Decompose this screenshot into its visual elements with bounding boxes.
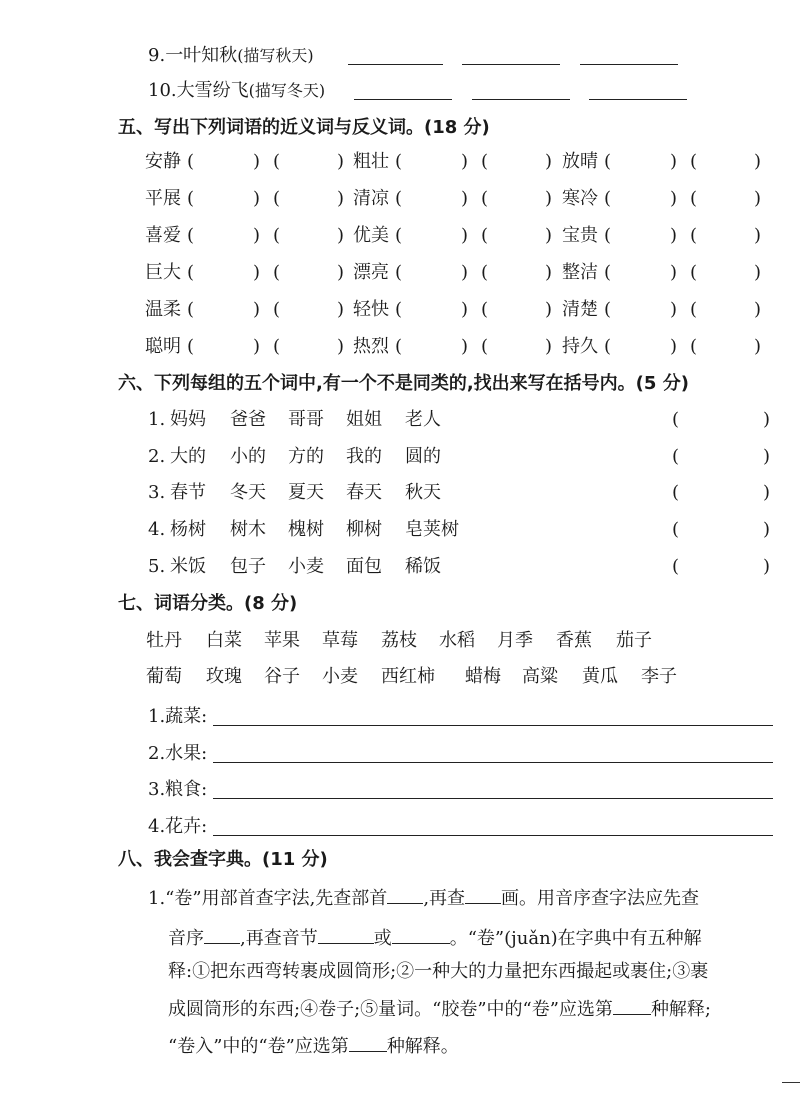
word-bank-item: 香蕉 <box>556 630 592 651</box>
paren-open: ( <box>672 482 680 503</box>
paren-open: ( <box>690 225 698 246</box>
antonym-answer-box[interactable] <box>698 150 752 174</box>
text: 音序 <box>168 928 204 949</box>
word-cell: 聪明 <box>145 336 181 357</box>
choice-word: 树木 <box>230 519 266 540</box>
paren-open: ( <box>273 299 281 320</box>
answer-blank[interactable] <box>472 99 570 100</box>
category-answer-line[interactable] <box>213 835 773 836</box>
item-number: 4. <box>148 519 166 540</box>
text: “卷入”中的“卷”应选第 <box>168 1036 349 1057</box>
paren-close: ) <box>461 299 469 320</box>
text: ,再查 <box>423 888 466 909</box>
category-label: 4.花卉: <box>148 816 208 837</box>
word-bank-item: 西红柿 <box>381 666 435 687</box>
item-number: 3. <box>148 482 166 503</box>
paren-open: ( <box>481 262 489 283</box>
paren-close: ) <box>253 336 261 357</box>
answer-blank[interactable] <box>589 99 687 100</box>
answer-blank[interactable] <box>348 64 443 65</box>
antonym-answer-box[interactable] <box>489 150 543 174</box>
word-cell: 轻快 <box>353 299 389 320</box>
choice-word: 米饭 <box>170 556 206 577</box>
word-cell: 清凉 <box>353 188 389 209</box>
antonym-answer-box[interactable] <box>489 261 543 285</box>
choice-word: 皂荚树 <box>405 519 459 540</box>
antonym-answer-box[interactable] <box>698 187 752 211</box>
paren-close: ) <box>337 336 345 357</box>
paren-close: ) <box>763 409 771 430</box>
paren-close: ) <box>754 299 762 320</box>
choice-word: 秋天 <box>405 482 441 503</box>
choice-word: 妈妈 <box>170 409 206 430</box>
word-bank-item: 谷子 <box>264 666 300 687</box>
paren-open: ( <box>690 299 698 320</box>
choice-word: 面包 <box>346 556 382 577</box>
text: 种解释; <box>650 999 712 1020</box>
word-bank-item: 蜡梅 <box>465 666 501 687</box>
text: 成圆筒形的东西;④卷子;⑤量词。“胶卷”中的“卷”应选第 <box>168 999 613 1020</box>
choice-word: 槐树 <box>288 519 324 540</box>
word-cell: 寒冷 <box>562 188 598 209</box>
text: 。“卷”(juǎn)在字典中有五种解 <box>449 928 702 949</box>
paren-open: ( <box>395 151 403 172</box>
paren-open: ( <box>395 336 403 357</box>
word-cell: 粗壮 <box>353 151 389 172</box>
paren-open: ( <box>604 336 612 357</box>
word-bank-item: 李子 <box>641 666 677 687</box>
paren-open: ( <box>672 556 680 577</box>
text: 种解释。 <box>386 1036 459 1057</box>
text: 1.“卷”用部首查字法,先查部首 <box>148 888 388 909</box>
paren-open: ( <box>672 409 680 430</box>
choice-word: 小的 <box>230 446 266 467</box>
word-bank-item: 玫瑰 <box>206 666 242 687</box>
item-number: 5. <box>148 556 166 577</box>
paren-open: ( <box>604 262 612 283</box>
paren-open: ( <box>187 188 195 209</box>
antonym-answer-box[interactable] <box>281 335 335 359</box>
word-bank-item: 小麦 <box>322 666 358 687</box>
answer-box[interactable] <box>684 481 760 505</box>
paren-close: ) <box>545 188 553 209</box>
paren-open: ( <box>604 225 612 246</box>
answer-blank[interactable] <box>318 925 374 944</box>
paren-close: ) <box>545 225 553 246</box>
choice-word: 大的 <box>170 446 206 467</box>
synonym-answer-box[interactable] <box>195 335 251 359</box>
paren-open: ( <box>395 262 403 283</box>
word-cell: 热烈 <box>353 336 389 357</box>
synonym-answer-box[interactable] <box>612 187 668 211</box>
category-answer-line[interactable] <box>213 798 773 799</box>
synonym-answer-box[interactable] <box>403 298 459 322</box>
antonym-answer-box[interactable] <box>698 224 752 248</box>
paren-open: ( <box>273 262 281 283</box>
paren-close: ) <box>461 151 469 172</box>
answer-blank[interactable] <box>462 64 560 65</box>
choice-word: 老人 <box>405 409 441 430</box>
antonym-answer-box[interactable] <box>698 261 752 285</box>
word-bank-item: 荔枝 <box>381 630 417 651</box>
word-cell: 整洁 <box>562 262 598 283</box>
category-answer-line[interactable] <box>213 725 773 726</box>
answer-blank[interactable] <box>387 885 423 904</box>
choice-word: 杨树 <box>170 519 206 540</box>
paren-close: ) <box>337 225 345 246</box>
paren-open: ( <box>273 336 281 357</box>
word-bank-item: 水稻 <box>439 630 475 651</box>
word-cell: 宝贵 <box>562 225 598 246</box>
paren-open: ( <box>395 225 403 246</box>
paren-close: ) <box>545 336 553 357</box>
paren-close: ) <box>754 151 762 172</box>
paren-open: ( <box>604 151 612 172</box>
text: 画。用音序查字法应先查 <box>501 888 700 909</box>
choice-word: 稀饭 <box>405 556 441 577</box>
category-label: 2.水果: <box>148 743 208 764</box>
word-bank-item: 葡萄 <box>146 666 182 687</box>
paren-close: ) <box>670 336 678 357</box>
paren-open: ( <box>395 299 403 320</box>
synonym-answer-box[interactable] <box>612 335 668 359</box>
synonym-answer-box[interactable] <box>612 261 668 285</box>
choice-word: 小麦 <box>288 556 324 577</box>
paren-close: ) <box>461 262 469 283</box>
answer-box[interactable] <box>684 408 760 432</box>
answer-blank[interactable] <box>613 996 651 1015</box>
word-cell: 漂亮 <box>353 262 389 283</box>
paren-open: ( <box>604 188 612 209</box>
answer-blank[interactable] <box>392 925 450 944</box>
paren-close: ) <box>461 188 469 209</box>
paren-close: ) <box>670 151 678 172</box>
paren-close: ) <box>670 225 678 246</box>
answer-blank[interactable] <box>204 925 240 944</box>
answer-blank[interactable] <box>349 1033 387 1052</box>
answer-blank[interactable] <box>580 64 678 65</box>
antonym-answer-box[interactable] <box>489 224 543 248</box>
section-7-title: 七、词语分类。(8 分) <box>118 593 298 614</box>
paren-open: ( <box>672 446 680 467</box>
choice-word: 冬天 <box>230 482 266 503</box>
paren-open: ( <box>672 519 680 540</box>
antonym-answer-box[interactable] <box>281 298 335 322</box>
paren-open: ( <box>273 151 281 172</box>
paren-close: ) <box>763 556 771 577</box>
choice-word: 春天 <box>346 482 382 503</box>
paren-open: ( <box>187 262 195 283</box>
word-bank-item: 白菜 <box>206 630 242 651</box>
synonym-answer-box[interactable] <box>403 150 459 174</box>
choice-word: 柳树 <box>346 519 382 540</box>
section-6-title: 六、下列每组的五个词中,有一个不是同类的,找出来写在括号内。(5 分) <box>118 373 689 394</box>
dictionary-line-3: 释:①把东西弯转裹成圆筒形;②一种大的力量把东西撮起或裹住;③裹 <box>168 961 709 982</box>
paren-open: ( <box>481 225 489 246</box>
idiom-text: 大雪纷飞 <box>176 80 249 101</box>
antonym-answer-box[interactable] <box>489 187 543 211</box>
paren-close: ) <box>253 225 261 246</box>
paren-close: ) <box>461 225 469 246</box>
paren-open: ( <box>187 151 195 172</box>
choice-word: 方的 <box>288 446 324 467</box>
idiom-item-10 <box>148 79 325 103</box>
paren-open: ( <box>187 299 195 320</box>
choice-word: 爸爸 <box>230 409 266 430</box>
item-number: 9. <box>148 45 166 66</box>
paren-close: ) <box>545 299 553 320</box>
section-5-title: 五、写出下列词语的近义词与反义词。(18 分) <box>118 117 490 138</box>
paren-close: ) <box>253 151 261 172</box>
synonym-answer-box[interactable] <box>612 298 668 322</box>
paren-close: ) <box>545 262 553 283</box>
antonym-answer-box[interactable] <box>281 150 335 174</box>
answer-box[interactable] <box>684 555 760 579</box>
antonym-answer-box[interactable] <box>281 261 335 285</box>
paren-open: ( <box>273 225 281 246</box>
choice-word: 包子 <box>230 556 266 577</box>
paren-close: ) <box>253 188 261 209</box>
choice-word: 圆的 <box>405 446 441 467</box>
paren-close: ) <box>670 262 678 283</box>
item-number: 2. <box>148 446 166 467</box>
category-label: 1.蔬菜: <box>148 706 208 727</box>
paren-close: ) <box>545 151 553 172</box>
synonym-answer-box[interactable] <box>403 261 459 285</box>
paren-open: ( <box>481 336 489 357</box>
paren-open: ( <box>481 299 489 320</box>
choice-word: 姐姐 <box>346 409 382 430</box>
synonym-answer-box[interactable] <box>612 224 668 248</box>
word-cell: 清楚 <box>562 299 598 320</box>
category-answer-line[interactable] <box>213 762 773 763</box>
idiom-note: (描写冬天) <box>248 81 326 100</box>
synonym-answer-box[interactable] <box>195 224 251 248</box>
text: 或 <box>373 928 392 949</box>
word-bank-item: 牡丹 <box>146 630 182 651</box>
synonym-answer-box[interactable] <box>195 261 251 285</box>
idiom-text: 一叶知秋 <box>165 45 238 66</box>
synonym-answer-box[interactable] <box>612 150 668 174</box>
paren-close: ) <box>763 482 771 503</box>
paren-open: ( <box>187 225 195 246</box>
paren-close: ) <box>337 151 345 172</box>
word-cell: 巨大 <box>145 262 181 283</box>
word-cell: 平展 <box>145 188 181 209</box>
word-bank-item: 草莓 <box>322 630 358 651</box>
antonym-answer-box[interactable] <box>489 335 543 359</box>
dictionary-line-1 <box>148 885 699 911</box>
synonym-answer-box[interactable] <box>195 298 251 322</box>
antonym-answer-box[interactable] <box>698 335 752 359</box>
paren-open: ( <box>690 151 698 172</box>
dictionary-line-5 <box>168 1033 459 1059</box>
category-label: 3.粮食: <box>148 779 208 800</box>
paren-open: ( <box>690 336 698 357</box>
word-cell: 优美 <box>353 225 389 246</box>
antonym-answer-box[interactable] <box>281 187 335 211</box>
paren-open: ( <box>481 151 489 172</box>
paren-close: ) <box>337 262 345 283</box>
choice-word: 我的 <box>346 446 382 467</box>
dictionary-line-2 <box>168 925 702 951</box>
word-cell: 安静 <box>145 151 181 172</box>
paren-close: ) <box>253 299 261 320</box>
choice-word: 哥哥 <box>288 409 324 430</box>
word-bank-item: 月季 <box>497 630 533 651</box>
paren-close: ) <box>461 336 469 357</box>
antonym-answer-box[interactable] <box>281 224 335 248</box>
paren-close: ) <box>754 225 762 246</box>
section-8-title: 八、我会查字典。(11 分) <box>118 849 328 870</box>
paren-open: ( <box>690 188 698 209</box>
item-number: 1. <box>148 409 166 430</box>
answer-box[interactable] <box>684 445 760 469</box>
text: ,再查音节 <box>240 928 318 949</box>
item-number: 10. <box>148 80 177 101</box>
word-cell: 温柔 <box>145 299 181 320</box>
paren-close: ) <box>754 262 762 283</box>
answer-box[interactable] <box>684 518 760 542</box>
synonym-answer-box[interactable] <box>403 335 459 359</box>
synonym-answer-box[interactable] <box>403 224 459 248</box>
paren-open: ( <box>481 188 489 209</box>
paren-close: ) <box>670 299 678 320</box>
paren-close: ) <box>763 446 771 467</box>
answer-blank[interactable] <box>354 99 452 100</box>
paren-close: ) <box>754 336 762 357</box>
paren-close: ) <box>253 262 261 283</box>
word-bank-item: 高粱 <box>522 666 558 687</box>
synonym-answer-box[interactable] <box>403 187 459 211</box>
word-bank-item: 茄子 <box>616 630 652 651</box>
paren-close: ) <box>337 188 345 209</box>
paren-open: ( <box>690 262 698 283</box>
paren-close: ) <box>670 188 678 209</box>
word-bank-item: 苹果 <box>264 630 300 651</box>
synonym-answer-box[interactable] <box>195 187 251 211</box>
paren-open: ( <box>604 299 612 320</box>
word-cell: 喜爱 <box>145 225 181 246</box>
word-bank-item: 黄瓜 <box>582 666 618 687</box>
antonym-answer-box[interactable] <box>698 298 752 322</box>
answer-blank[interactable] <box>465 885 501 904</box>
dictionary-line-4 <box>168 996 711 1022</box>
choice-word: 夏天 <box>288 482 324 503</box>
word-cell: 持久 <box>562 336 598 357</box>
paren-open: ( <box>395 188 403 209</box>
paren-close: ) <box>337 299 345 320</box>
word-cell: 放晴 <box>562 151 598 172</box>
paren-open: ( <box>273 188 281 209</box>
paren-close: ) <box>763 519 771 540</box>
synonym-answer-box[interactable] <box>195 150 251 174</box>
choice-word: 春节 <box>170 482 206 503</box>
idiom-item-9 <box>148 44 314 68</box>
antonym-answer-box[interactable] <box>489 298 543 322</box>
page-edge-mark <box>782 1082 800 1083</box>
paren-close: ) <box>754 188 762 209</box>
paren-open: ( <box>187 336 195 357</box>
idiom-note: (描写秋天) <box>237 46 314 65</box>
